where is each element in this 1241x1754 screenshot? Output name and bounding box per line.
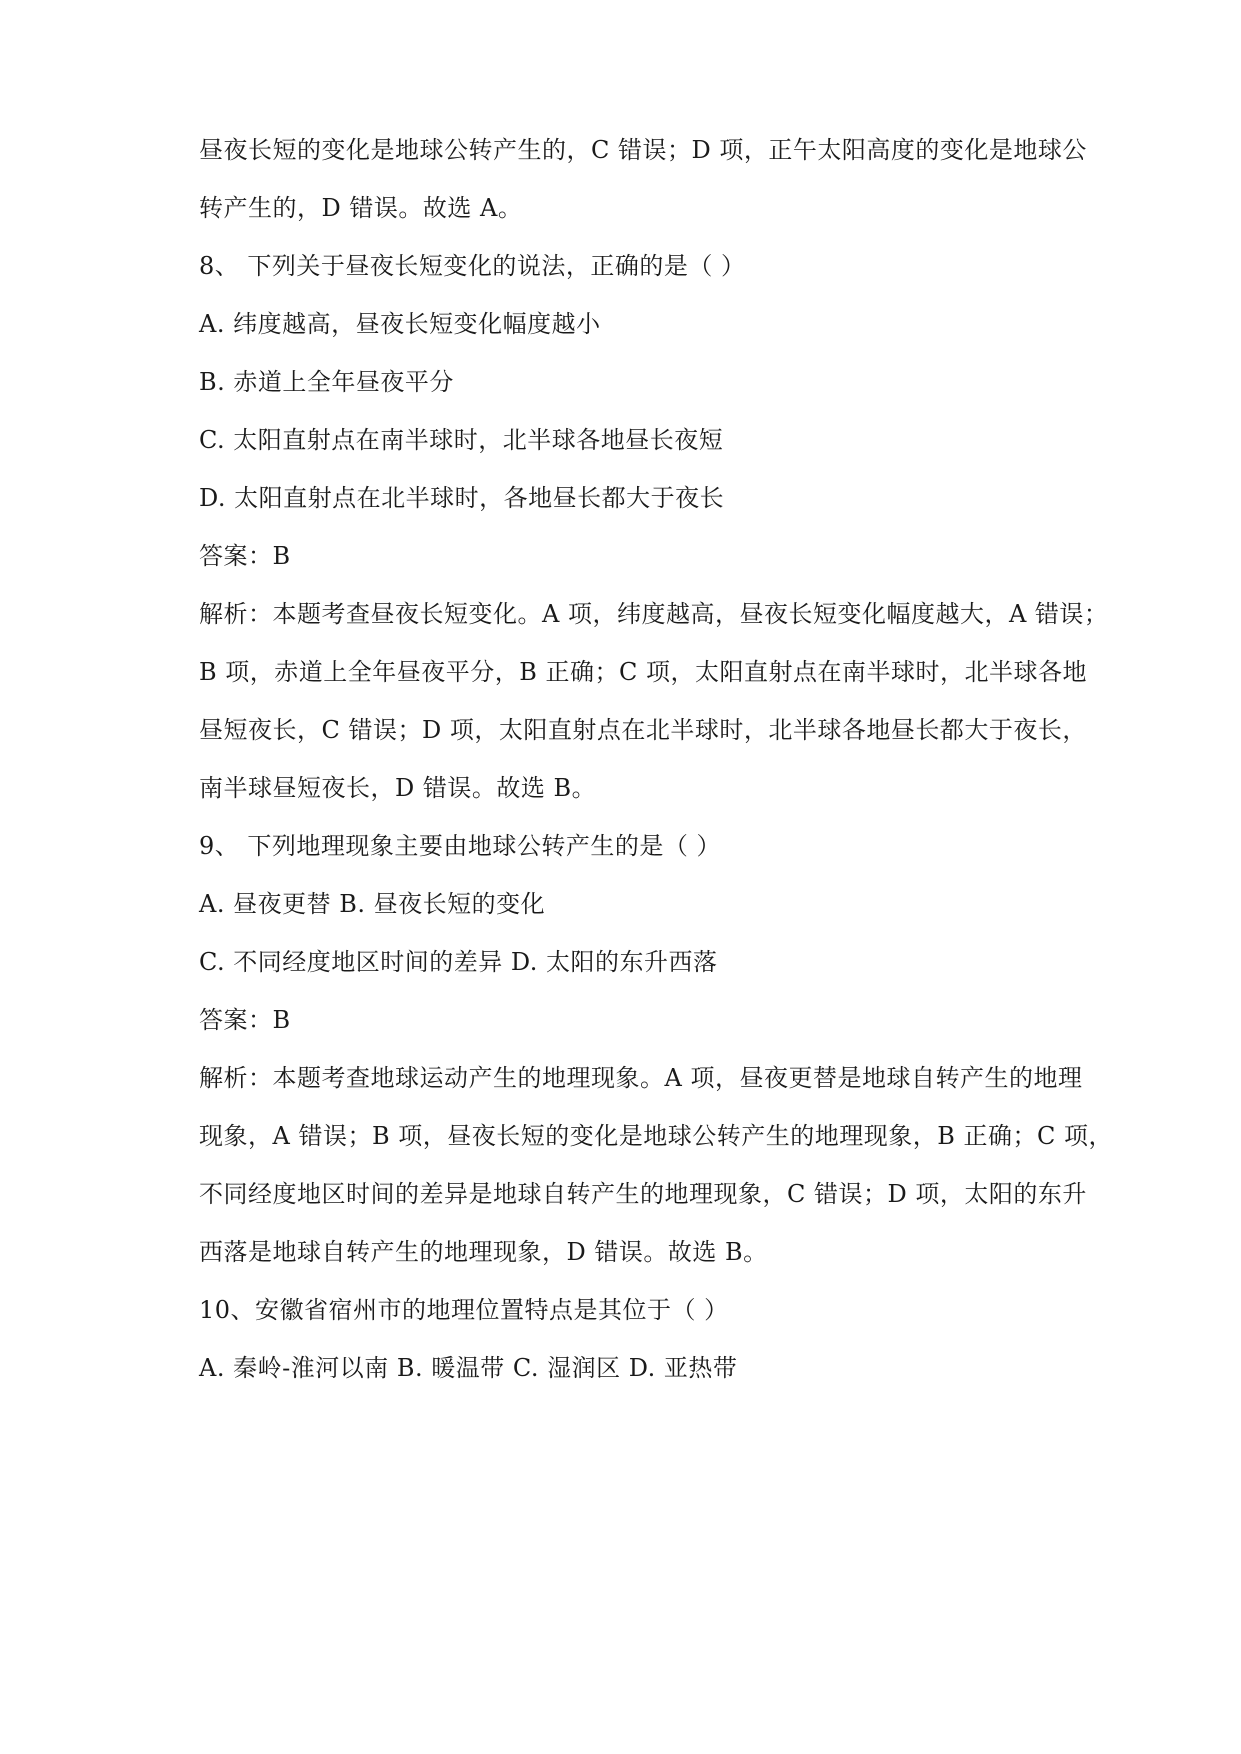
question-8-option-c: C. 太阳直射点在南半球时，北半球各地昼长夜短	[199, 426, 724, 454]
question-8-analysis: 昼短夜长，C 错误；D 项，太阳直射点在北半球时，北半球各地昼长都大于夜长，	[199, 716, 1087, 744]
question-8-option-d: D. 太阳直射点在北半球时，各地昼长都大于夜长	[199, 484, 725, 512]
question-8-stem: 8、 下列关于昼夜长短变化的说法，正确的是（ ）	[199, 252, 746, 280]
question-8-analysis: 南半球昼短夜长，D 错误。故选 B。	[199, 774, 597, 802]
question-9-analysis: 解析：本题考查地球运动产生的地理现象。A 项，昼夜更替是地球自转产生的地理	[199, 1064, 1083, 1092]
question-8-analysis: B 项，赤道上全年昼夜平分，B 正确；C 项，太阳直射点在南半球时，北半球各地	[199, 658, 1088, 686]
question-10-stem: 10、安徽省宿州市的地理位置特点是其位于（ ）	[199, 1296, 729, 1324]
question-9-options-ab: A. 昼夜更替 B. 昼夜长短的变化	[199, 890, 546, 918]
question-9-stem: 9、 下列地理现象主要由地球公转产生的是（ ）	[199, 832, 722, 860]
question-9-options-cd: C. 不同经度地区时间的差异 D. 太阳的东升西落	[199, 948, 718, 976]
text-line: 昼夜长短的变化是地球公转产生的，C 错误；D 项，正午太阳高度的变化是地球公	[199, 136, 1087, 164]
text-line: 转产生的，D 错误。故选 A。	[199, 194, 523, 222]
question-9-analysis: 西落是地球自转产生的地理现象，D 错误。故选 B。	[199, 1238, 768, 1266]
question-8-option-a: A. 纬度越高，昼夜长短变化幅度越小	[199, 310, 601, 338]
question-9-answer: 答案：B	[199, 1006, 291, 1034]
question-8-analysis: 解析：本题考查昼夜长短变化。A 项，纬度越高，昼夜长短变化幅度越大，A 错误；	[199, 600, 1109, 628]
question-10-options: A. 秦岭-淮河以南 B. 暖温带 C. 湿润区 D. 亚热带	[199, 1354, 738, 1382]
question-8-answer: 答案：B	[199, 542, 291, 570]
question-9-analysis: 现象，A 错误；B 项，昼夜长短的变化是地球公转产生的地理现象，B 正确；C 项，	[199, 1122, 1113, 1150]
question-9-analysis: 不同经度地区时间的差异是地球自转产生的地理现象，C 错误；D 项，太阳的东升	[199, 1180, 1087, 1208]
question-8-option-b: B. 赤道上全年昼夜平分	[199, 368, 454, 396]
